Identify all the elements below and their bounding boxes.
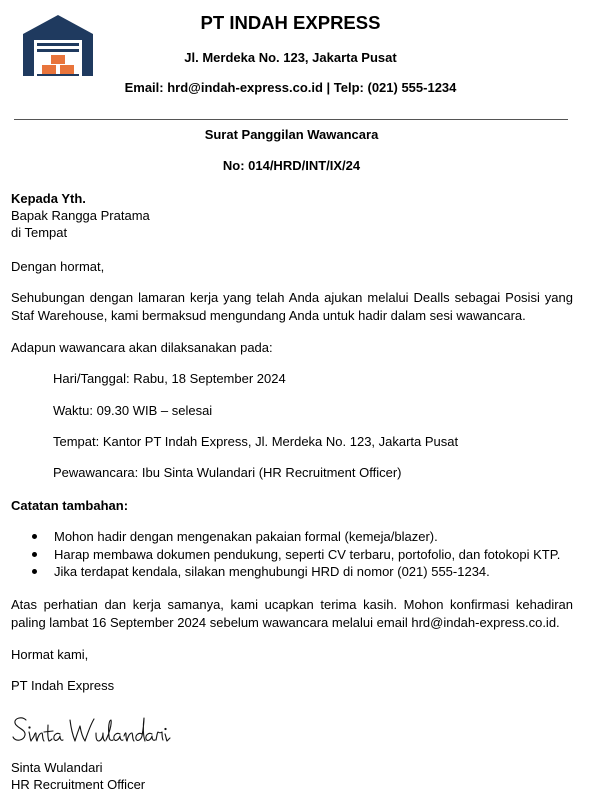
company-contact-text: Email: hrd@indah-express.co.id | Telp: (021) 555-1234 — [124, 80, 457, 95]
list-item — [11, 528, 581, 546]
intro-paragraph: Sehubungan dengan lamaran kerja yang telah Anda ajukan melalui Dealls sebagai Posisi yang Staf Warehouse, kami bermaksud mengundang Anda untuk hadir dalam sesi wawancara. — [11, 290, 573, 323]
to-label: Kepada Yth. — [11, 191, 86, 206]
recipient-place: di Tempat — [11, 225, 68, 240]
note-text: Jika terdapat kendala, silakan menghubungi HRD di nomor (021) 555-1234. — [54, 564, 490, 579]
note-text: Mohon hadir dengan mengenakan pakaian formal (kemeja/blazer). — [54, 529, 438, 544]
greeting: Dengan hormat, — [11, 259, 105, 274]
detail-place: Tempat: Kantor PT Indah Express, Jl. Merdeka No. 123, Jakarta Pusat — [53, 434, 459, 449]
bullet-icon — [32, 552, 37, 557]
closing-paragraph: Atas perhatian dan kerja samanya, kami ucapkan terima kasih. Mohon konfirmasi kehadiran paling lambat 16 September 2024 sebelum wawancara melalui email hrd@indah-express.co.id. — [11, 597, 573, 630]
bullet-icon — [32, 569, 37, 574]
detail-time: Waktu: 09.30 WIB – selesai — [53, 403, 213, 418]
sender-company: PT Indah Express — [11, 678, 115, 693]
letter-subject: Surat Panggilan Wawancara — [204, 127, 379, 142]
list-item — [11, 563, 581, 581]
list-item — [11, 546, 581, 564]
letter-number: No: 014/HRD/INT/IX/24 — [222, 158, 361, 173]
company-name-text: PT INDAH EXPRESS — [200, 12, 381, 33]
signature — [12, 712, 172, 748]
recipient-name: Bapak Rangga Pratama — [11, 208, 150, 223]
company-name — [0, 12, 597, 34]
signer-name: Sinta Wulandari — [11, 760, 103, 775]
company-address-text: Jl. Merdeka No. 123, Jakarta Pusat — [184, 50, 397, 65]
signer-title: HR Recruitment Officer — [11, 777, 146, 792]
schedule-intro: Adapun wawancara akan dilaksanakan pada: — [11, 340, 273, 355]
detail-interviewer: Pewawancara: Ibu Sinta Wulandari (HR Recruitment Officer) — [53, 465, 402, 480]
regards: Hormat kami, — [11, 647, 89, 662]
note-text: Harap membawa dokumen pendukung, seperti CV terbaru, portofolio, dan fotokopi KTP. — [54, 546, 561, 562]
detail-date: Hari/Tanggal: Rabu, 18 September 2024 — [53, 371, 286, 386]
notes-title: Catatan tambahan: — [11, 498, 129, 513]
notes-list — [11, 528, 581, 581]
company-contact — [0, 79, 597, 96]
company-address — [0, 49, 597, 66]
header-divider — [14, 119, 568, 120]
bullet-icon — [32, 534, 37, 539]
